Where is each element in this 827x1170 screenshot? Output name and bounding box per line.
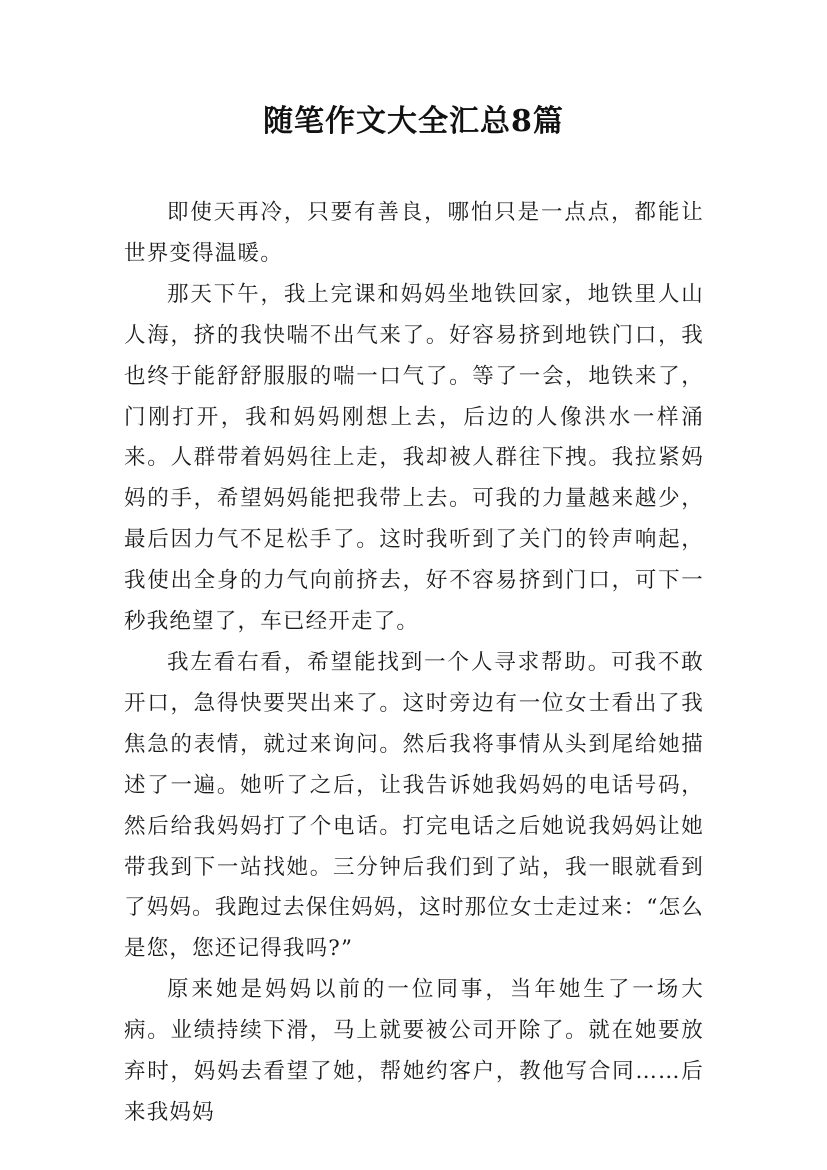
document-body [124, 193, 704, 1134]
document-title: 随笔作文大全汇总8篇 [263, 104, 564, 139]
paragraph: 即使天再冷，只要有善良，哪怕只是一点点，都能让世界变得温暖。 [124, 200, 704, 266]
paragraph: 原来她是妈妈以前的一位同事，当年她生了一场大病。业绩持续下滑，马上就要被公司开除了。就在她要放弃时，妈妈去看望了她，帮她约客户，教他写合同……后来我妈妈 [124, 977, 704, 1125]
paragraph: 我左看右看，希望能找到一个人寻求帮助。可我不敢开口，急得快要哭出来了。这时旁边有一位女士看出了我焦急的表情，就过来询问。然后我将事情从头到尾给她描述了一遍。她听了之后，让我告诉她我妈妈的电话号码，然后给我妈妈打了个电话。打完电话之后她说我妈妈让她带我到下一站找她。三分钟后我们到了站，我一眼就看到了妈妈。我跑过去保住妈妈，这时那位女士走过来：“怎么是您，您还记得我吗?” [124, 649, 704, 962]
paragraph: 那天下午，我上完课和妈妈坐地铁回家，地铁里人山人海，挤的我快喘不出气来了。好容易挤到地铁门口，我也终于能舒舒服服的喘一口气了。等了一会，地铁来了，门刚打开，我和妈妈刚想上去，后边的人像洪水一样涌来。人群带着妈妈往上走，我却被人群往下拽。我拉紧妈妈的手，希望妈妈能把我带上去。可我的力量越来越少，最后因力气不足松手了。这时我听到了关门的铃声响起，我使出全身的力气向前挤去，好不容易挤到门口，可下一秒我绝望了，车已经开走了。 [124, 281, 704, 635]
